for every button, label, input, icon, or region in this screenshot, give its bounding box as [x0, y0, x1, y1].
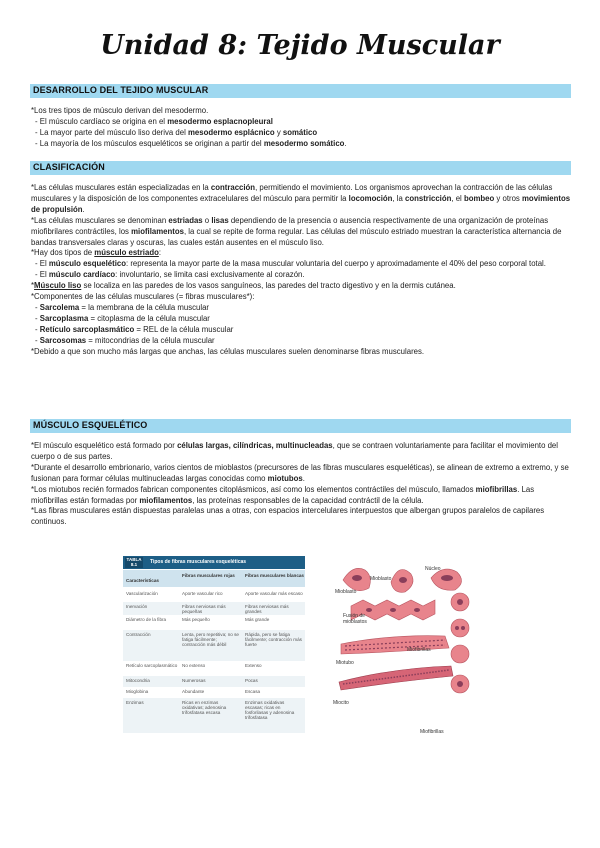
- section-heading: CLASIFICACIÓN: [33, 162, 105, 172]
- bullet: - El músculo cardíaco: involuntario, se limita casi exclusivamente al corazón.: [35, 270, 305, 280]
- paragraph: *Los tres tipos de músculo derivan del mesodermo.: [31, 106, 209, 115]
- section-heading: MÚSCULO ESQUELÉTICO: [33, 420, 148, 430]
- table-cell: Enzimas oxidativas escasas; ricas en fosforilasas y adenosina trifosfatasa: [245, 700, 295, 720]
- bullet: - La mayoría de los músculos esqueléticos se originan a partir del mesodermo somático.: [35, 138, 347, 148]
- bullet: - Sarcosomas = mitocondrias de la célula muscular: [35, 335, 215, 345]
- paragraph: *Las fibras musculares están dispuestas paralelas unas a otras, con espacios intercelulares interpuestos que albergan grupos paralelos de capilares continuos.: [31, 506, 545, 527]
- paragraph: *Las células musculares se denominan estriadas o lisas dependiendo de la presencia o ausencia respectivamente de una organización de proteínas miofibrilares contráctiles, los miofilamentos, la cual se repite de forma regular. Las células del músculo estriado muestran la característica alternancia de bandas transversales claras y oscuras, las cuales están ausentes en el músculo liso.: [31, 215, 562, 247]
- paragraph: *Las células musculares están especializadas en la contracción, permitiendo el movimiento. Los organismos aprovechan la contracción de las células musculares y la disposición de los componentes extracelulares del músculo para permitir la locomoción, la constricción, el bombeo y otros movimientos de propulsión.: [31, 183, 571, 214]
- table-cell: Pocas: [245, 678, 258, 683]
- myocyte: [339, 666, 453, 690]
- column-header: Características: [123, 570, 179, 587]
- myogenesis-diagram: [333, 556, 473, 712]
- table-cell: Más pequeño: [182, 617, 210, 622]
- section-header-esqueletico: [30, 419, 571, 433]
- table-tag: TABLA 8.1: [126, 557, 142, 567]
- figure-label: Miofibrillas: [420, 729, 444, 735]
- section-header-desarrollo: [30, 84, 571, 98]
- table-cell: Aporte vascular más escaso: [245, 591, 303, 596]
- table-cell: Contracción: [126, 632, 151, 637]
- bullet: - Sarcolema = la membrana de la célula muscular: [35, 302, 210, 312]
- table-cell: Enzimas: [126, 700, 144, 705]
- table-cell: Más grande: [245, 617, 270, 622]
- section-clasificacion-body: [31, 183, 571, 358]
- section-header-clasificacion: [30, 161, 571, 175]
- bullet: - La mayor parte del músculo liso deriva del mesodermo esplácnico y somático: [35, 127, 318, 137]
- column-header: Fibras musculares blancas: [242, 570, 305, 587]
- section-heading: DESARROLLO DEL TEJIDO MUSCULAR: [33, 85, 209, 95]
- figure-label: Núcleo: [425, 566, 441, 572]
- figure-label: Mioblasto: [370, 576, 392, 582]
- section-desarrollo-body: [31, 106, 571, 150]
- table-header: [123, 556, 305, 569]
- table-title: Tipos de fibras musculares esqueléticas: [150, 559, 247, 565]
- paragraph: *Durante el desarrollo embrionario, varios cientos de mioblastos (precursores de las fibras musculares esqueléticas), se alinean de extremo a extremo, y se fusionan para formar células multinucleadas largas conocidas como miotubos.: [31, 462, 569, 483]
- table-cell: Abundante: [182, 689, 205, 694]
- table-cell: Ricas en enzimas oxidativas; adenosina trifosfatasa escasa: [182, 700, 227, 715]
- bullet: - Retículo sarcoplasmático = REL de la célula muscular: [35, 324, 234, 334]
- table-cell: Lenta, pero repetitiva; no se fatiga fácilmente; contracción más débil: [182, 632, 239, 647]
- paragraph: *Músculo liso se localiza en las paredes de los vasos sanguíneos, las paredes del tracto digestivo y en la dermis cutánea.: [31, 281, 456, 291]
- figure-label: Miofibrillas: [407, 647, 431, 653]
- section-esqueletico-body: [31, 441, 571, 528]
- table-cell: Fibras nerviosas más grandes: [245, 604, 289, 614]
- table-cell: Mitocondria: [126, 678, 150, 683]
- column-header: Fibras musculares rojas: [179, 570, 242, 587]
- paragraph: *Hay dos tipos de músculo estriado:: [31, 248, 162, 258]
- table-cell: Retículo sarcoplasmático: [126, 663, 178, 668]
- fiber-types-table: [123, 556, 305, 745]
- table-cell: Escasa: [245, 689, 261, 694]
- figure-label: Mioblasto: [335, 589, 357, 595]
- cross-section: [451, 645, 469, 663]
- figure-label: Miocito: [333, 700, 349, 706]
- table-cell: Fibras nerviosas más pequeñas: [182, 604, 226, 614]
- myoblast-cell: [391, 570, 413, 593]
- page-title: Unidad 8: Tejido Muscular: [100, 30, 500, 61]
- table-cell: Extenso: [245, 663, 262, 668]
- myoblast-cell: [343, 568, 370, 590]
- myotube: [341, 636, 449, 654]
- bullet: - El músculo esquelético: representa la mayor parte de la masa muscular voluntaria del cuerpo y aproximadamente el 40% del peso corporal total.: [35, 259, 546, 269]
- table-cell: Diámetro de la fibra: [126, 617, 167, 622]
- figure-label: Miotubo: [336, 660, 354, 666]
- table-cell: Inervación: [126, 604, 148, 609]
- table-cell: No extenso: [182, 663, 206, 668]
- table-cell: Rápida, pero se fatiga fácilmente; contracción más fuerte: [245, 632, 302, 647]
- paragraph: *Debido a que son mucho más largas que anchas, las células musculares suelen denominarse fibras musculares.: [31, 346, 425, 356]
- paragraph: *Los miotubos recién formados fabrican componentes citoplásmicos, así como los elementos contráctiles del músculo, llamados miofibrillas. Las miofibrillas están formadas por miofilamentos, las proteínas responsables de la capacidad contráctil de la célula.: [31, 484, 535, 505]
- table-cell: Mioglobina: [126, 689, 149, 694]
- nucleus-cell: [431, 569, 462, 590]
- paragraph: *El músculo esquelético está formado por células largas, cilíndricas, multinucleadas, que se contraen voluntariamente para facilitar el movimiento del cuerpo o de sus partes.: [31, 441, 559, 461]
- bullet: - El músculo cardíaco se origina en el mesodermo esplacnopleural: [35, 116, 273, 126]
- table-cell: Aporte vascular rico: [182, 591, 223, 596]
- paragraph: *Componentes de las células musculares (= fibras musculares*):: [31, 292, 255, 302]
- cross-section: [451, 593, 469, 637]
- table-cell: Numerosas: [182, 678, 206, 683]
- table-cell: Vascularización: [126, 591, 158, 596]
- bullet: - Sarcoplasma = citoplasma de la célula muscular: [35, 313, 210, 323]
- figure-label: Fusión de mioblastos: [343, 613, 367, 625]
